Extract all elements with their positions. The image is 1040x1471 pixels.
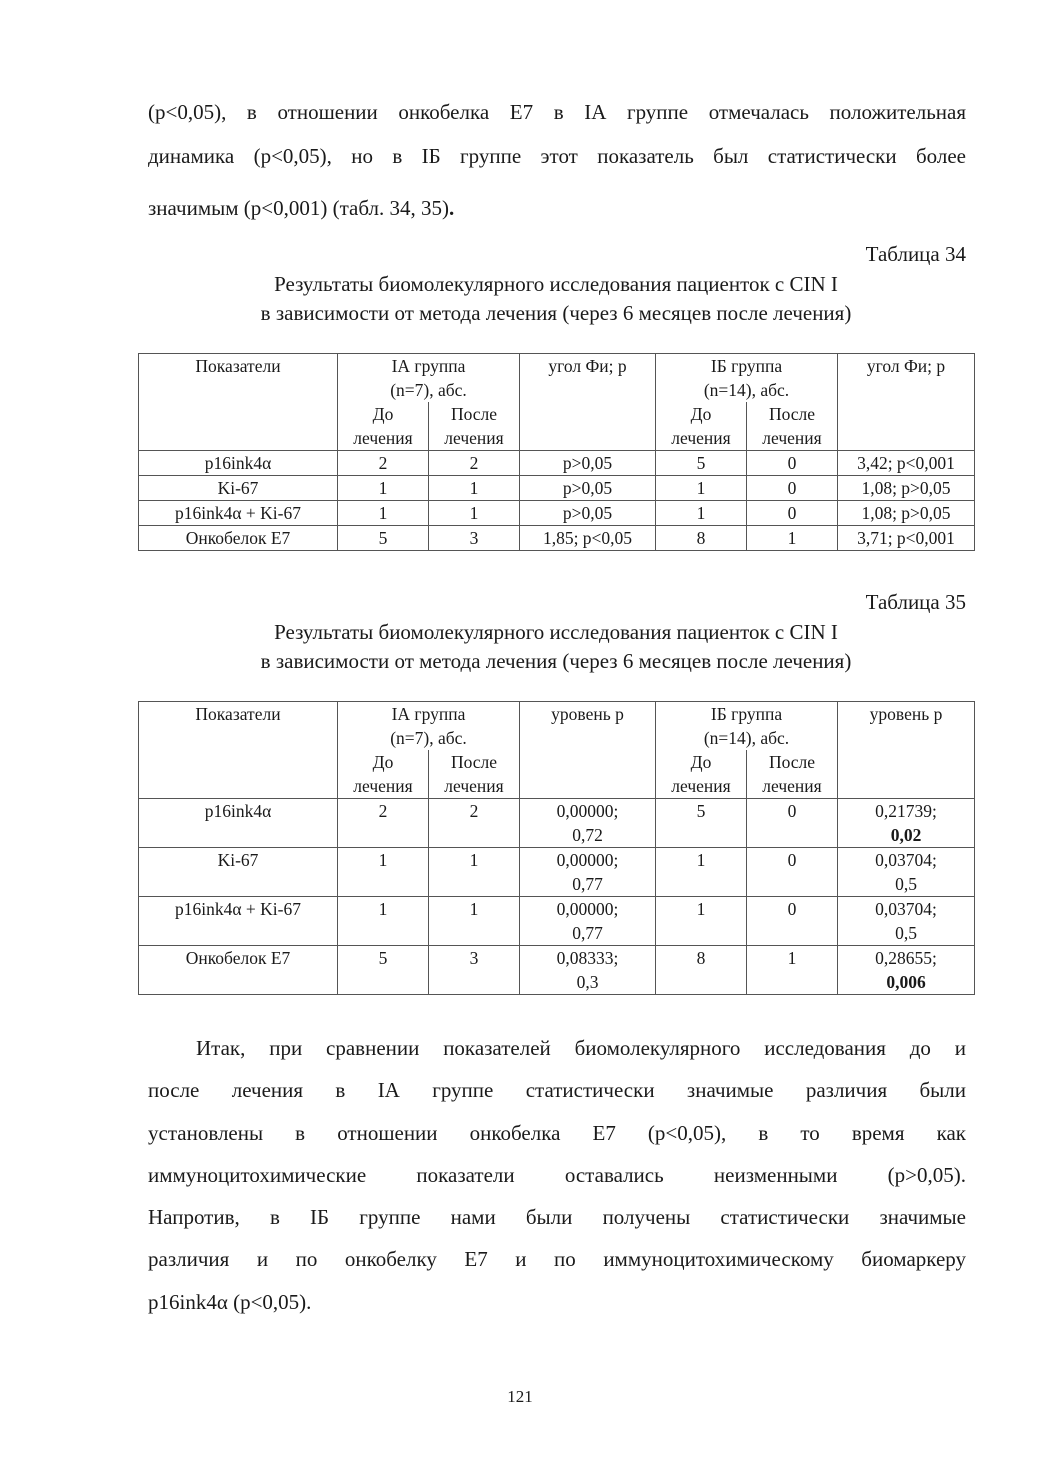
- cell-b-stat: 3,42; p<0,001: [838, 451, 975, 476]
- cell-a-after: 3: [429, 526, 520, 551]
- cell-b-stat: 0,21739; 0,02: [838, 799, 975, 848]
- table34-header-stat-a: угол Фи; p: [520, 354, 656, 451]
- cell-a-stat: 0,00000; 0,72: [520, 799, 656, 848]
- cell-b-after: 1: [747, 946, 838, 995]
- table35-header-stat-a: уровень p: [520, 702, 656, 799]
- row-name: Онкобелок Е7: [139, 946, 338, 995]
- conclusion-line-1: Итак, при сравнении показателей биомолекулярного исследования до и: [196, 1036, 966, 1060]
- cell-b-stat: 3,71; p<0,001: [838, 526, 975, 551]
- table35-header-a-after: После лечения: [429, 750, 520, 799]
- intro-line-1: (p<0,05), в отношении онкобелка Е7 в IА группе отмечалась положительная: [148, 100, 966, 124]
- table35-header-b-after: После лечения: [747, 750, 838, 799]
- cell-b-stat: 0,03704; 0,5: [838, 848, 975, 897]
- cell-a-before: 2: [338, 451, 429, 476]
- conclusion-line-6: различия и по онкобелку Е7 и по иммуноцитохимическому биомаркеру: [148, 1247, 966, 1271]
- cell-b-stat: 1,08; p>0,05: [838, 476, 975, 501]
- cell-b-after: 1: [747, 526, 838, 551]
- cell-a-before: 1: [338, 501, 429, 526]
- table34-row: [139, 476, 975, 501]
- table34-header-b-after: После лечения: [747, 402, 838, 451]
- row-name: Онкобелок Е7: [139, 526, 338, 551]
- row-name: Ki-67: [139, 476, 338, 501]
- cell-b-after: 0: [747, 501, 838, 526]
- cell-a-stat: 0,00000; 0,77: [520, 897, 656, 946]
- cell-a-before: 1: [338, 476, 429, 501]
- cell-a-after: 3: [429, 946, 520, 995]
- table34-header-group-a: IА группа (n=7), абс.: [338, 354, 520, 403]
- intro-line-2: динамика (p<0,05), но в IБ группе этот показатель был статистически более: [148, 144, 966, 168]
- cell-b-before: 1: [656, 476, 747, 501]
- cell-a-after: 1: [429, 476, 520, 501]
- cell-a-stat: p>0,05: [520, 501, 656, 526]
- cell-a-stat: p>0,05: [520, 476, 656, 501]
- table35-header-group-b: IБ группа (n=14), абс.: [656, 702, 838, 751]
- table35-header-stat-b: уровень p: [838, 702, 975, 799]
- intro-line-3: [148, 196, 966, 221]
- cell-b-before: 5: [656, 799, 747, 848]
- table34-header-group-b: IБ группа (n=14), абс.: [656, 354, 838, 403]
- cell-a-before: 2: [338, 799, 429, 848]
- cell-b-before: 1: [656, 897, 747, 946]
- cell-a-stat: 0,00000; 0,77: [520, 848, 656, 897]
- cell-b-before: 5: [656, 451, 747, 476]
- table34-caption-1: Результаты биомолекулярного исследования пациенток с CIN I: [274, 272, 838, 296]
- table34-header-indicator: Показатели: [139, 354, 338, 451]
- row-name: p16ink4α: [139, 799, 338, 848]
- row-name: p16ink4α + Ki-67: [139, 897, 338, 946]
- table35-row: [139, 946, 975, 995]
- table35-number: Таблица 35: [865, 590, 966, 614]
- intro-line-3-text: значимым (p<0,001) (табл. 34, 35): [148, 196, 449, 220]
- table35-caption-1: Результаты биомолекулярного исследования пациенток с CIN I: [274, 620, 838, 644]
- table34-row: [139, 501, 975, 526]
- table34-number: Таблица 34: [865, 242, 966, 266]
- cell-a-after: 2: [429, 451, 520, 476]
- table34: [138, 353, 975, 551]
- cell-b-after: 0: [747, 848, 838, 897]
- cell-a-before: 5: [338, 526, 429, 551]
- table34-row: [139, 526, 975, 551]
- table34-header-a-before: До лечения: [338, 402, 429, 451]
- cell-a-before: 5: [338, 946, 429, 995]
- table35: [138, 701, 975, 995]
- cell-b-before: 1: [656, 848, 747, 897]
- cell-a-after: 1: [429, 848, 520, 897]
- table34-header-a-after: После лечения: [429, 402, 520, 451]
- table35-caption-2: в зависимости от метода лечения (через 6 месяцев после лечения): [260, 649, 852, 673]
- table35-header-b-before: До лечения: [656, 750, 747, 799]
- intro-end: .: [448, 196, 455, 220]
- cell-a-after: 2: [429, 799, 520, 848]
- table35-header-a-before: До лечения: [338, 750, 429, 799]
- conclusion-line-5: Напротив, в IБ группе нами были получены статистически значимые: [148, 1205, 966, 1229]
- cell-b-before: 1: [656, 501, 747, 526]
- cell-b-after: 0: [747, 897, 838, 946]
- table35-header-group-a: IА группа (n=7), абс.: [338, 702, 520, 751]
- cell-b-after: 0: [747, 451, 838, 476]
- table34-header-stat-b: угол Фи; p: [838, 354, 975, 451]
- cell-a-before: 1: [338, 848, 429, 897]
- row-name: Ki-67: [139, 848, 338, 897]
- conclusion-line-2: после лечения в IА группе статистически значимые различия были: [148, 1078, 966, 1102]
- cell-a-stat: 0,08333; 0,3: [520, 946, 656, 995]
- cell-b-after: 0: [747, 476, 838, 501]
- cell-a-after: 1: [429, 897, 520, 946]
- cell-b-stat: 0,28655; 0,006: [838, 946, 975, 995]
- row-name: p16ink4α: [139, 451, 338, 476]
- conclusion-line-3: установлены в отношении онкобелка Е7 (p<0,05), в то время как: [148, 1121, 966, 1145]
- page-number: 121: [507, 1387, 533, 1406]
- table35-row: [139, 799, 975, 848]
- cell-a-before: 1: [338, 897, 429, 946]
- cell-b-after: 0: [747, 799, 838, 848]
- cell-a-after: 1: [429, 501, 520, 526]
- cell-b-before: 8: [656, 946, 747, 995]
- table34-row: [139, 451, 975, 476]
- conclusion-line-7: p16ink4α (p<0,05).: [148, 1290, 312, 1314]
- table35-row: [139, 897, 975, 946]
- row-name: p16ink4α + Ki-67: [139, 501, 338, 526]
- cell-b-stat: 1,08; p>0,05: [838, 501, 975, 526]
- table34-caption-2: в зависимости от метода лечения (через 6 месяцев после лечения): [260, 301, 852, 325]
- cell-b-stat: 0,03704; 0,5: [838, 897, 975, 946]
- table35-row: [139, 848, 975, 897]
- cell-b-before: 8: [656, 526, 747, 551]
- cell-a-stat: 1,85; p<0,05: [520, 526, 656, 551]
- cell-a-stat: p>0,05: [520, 451, 656, 476]
- table34-header-b-before: До лечения: [656, 402, 747, 451]
- conclusion-line-4: иммуноцитохимические показатели оставались неизменными (p>0,05).: [148, 1163, 966, 1187]
- table35-header-indicator: Показатели: [139, 702, 338, 799]
